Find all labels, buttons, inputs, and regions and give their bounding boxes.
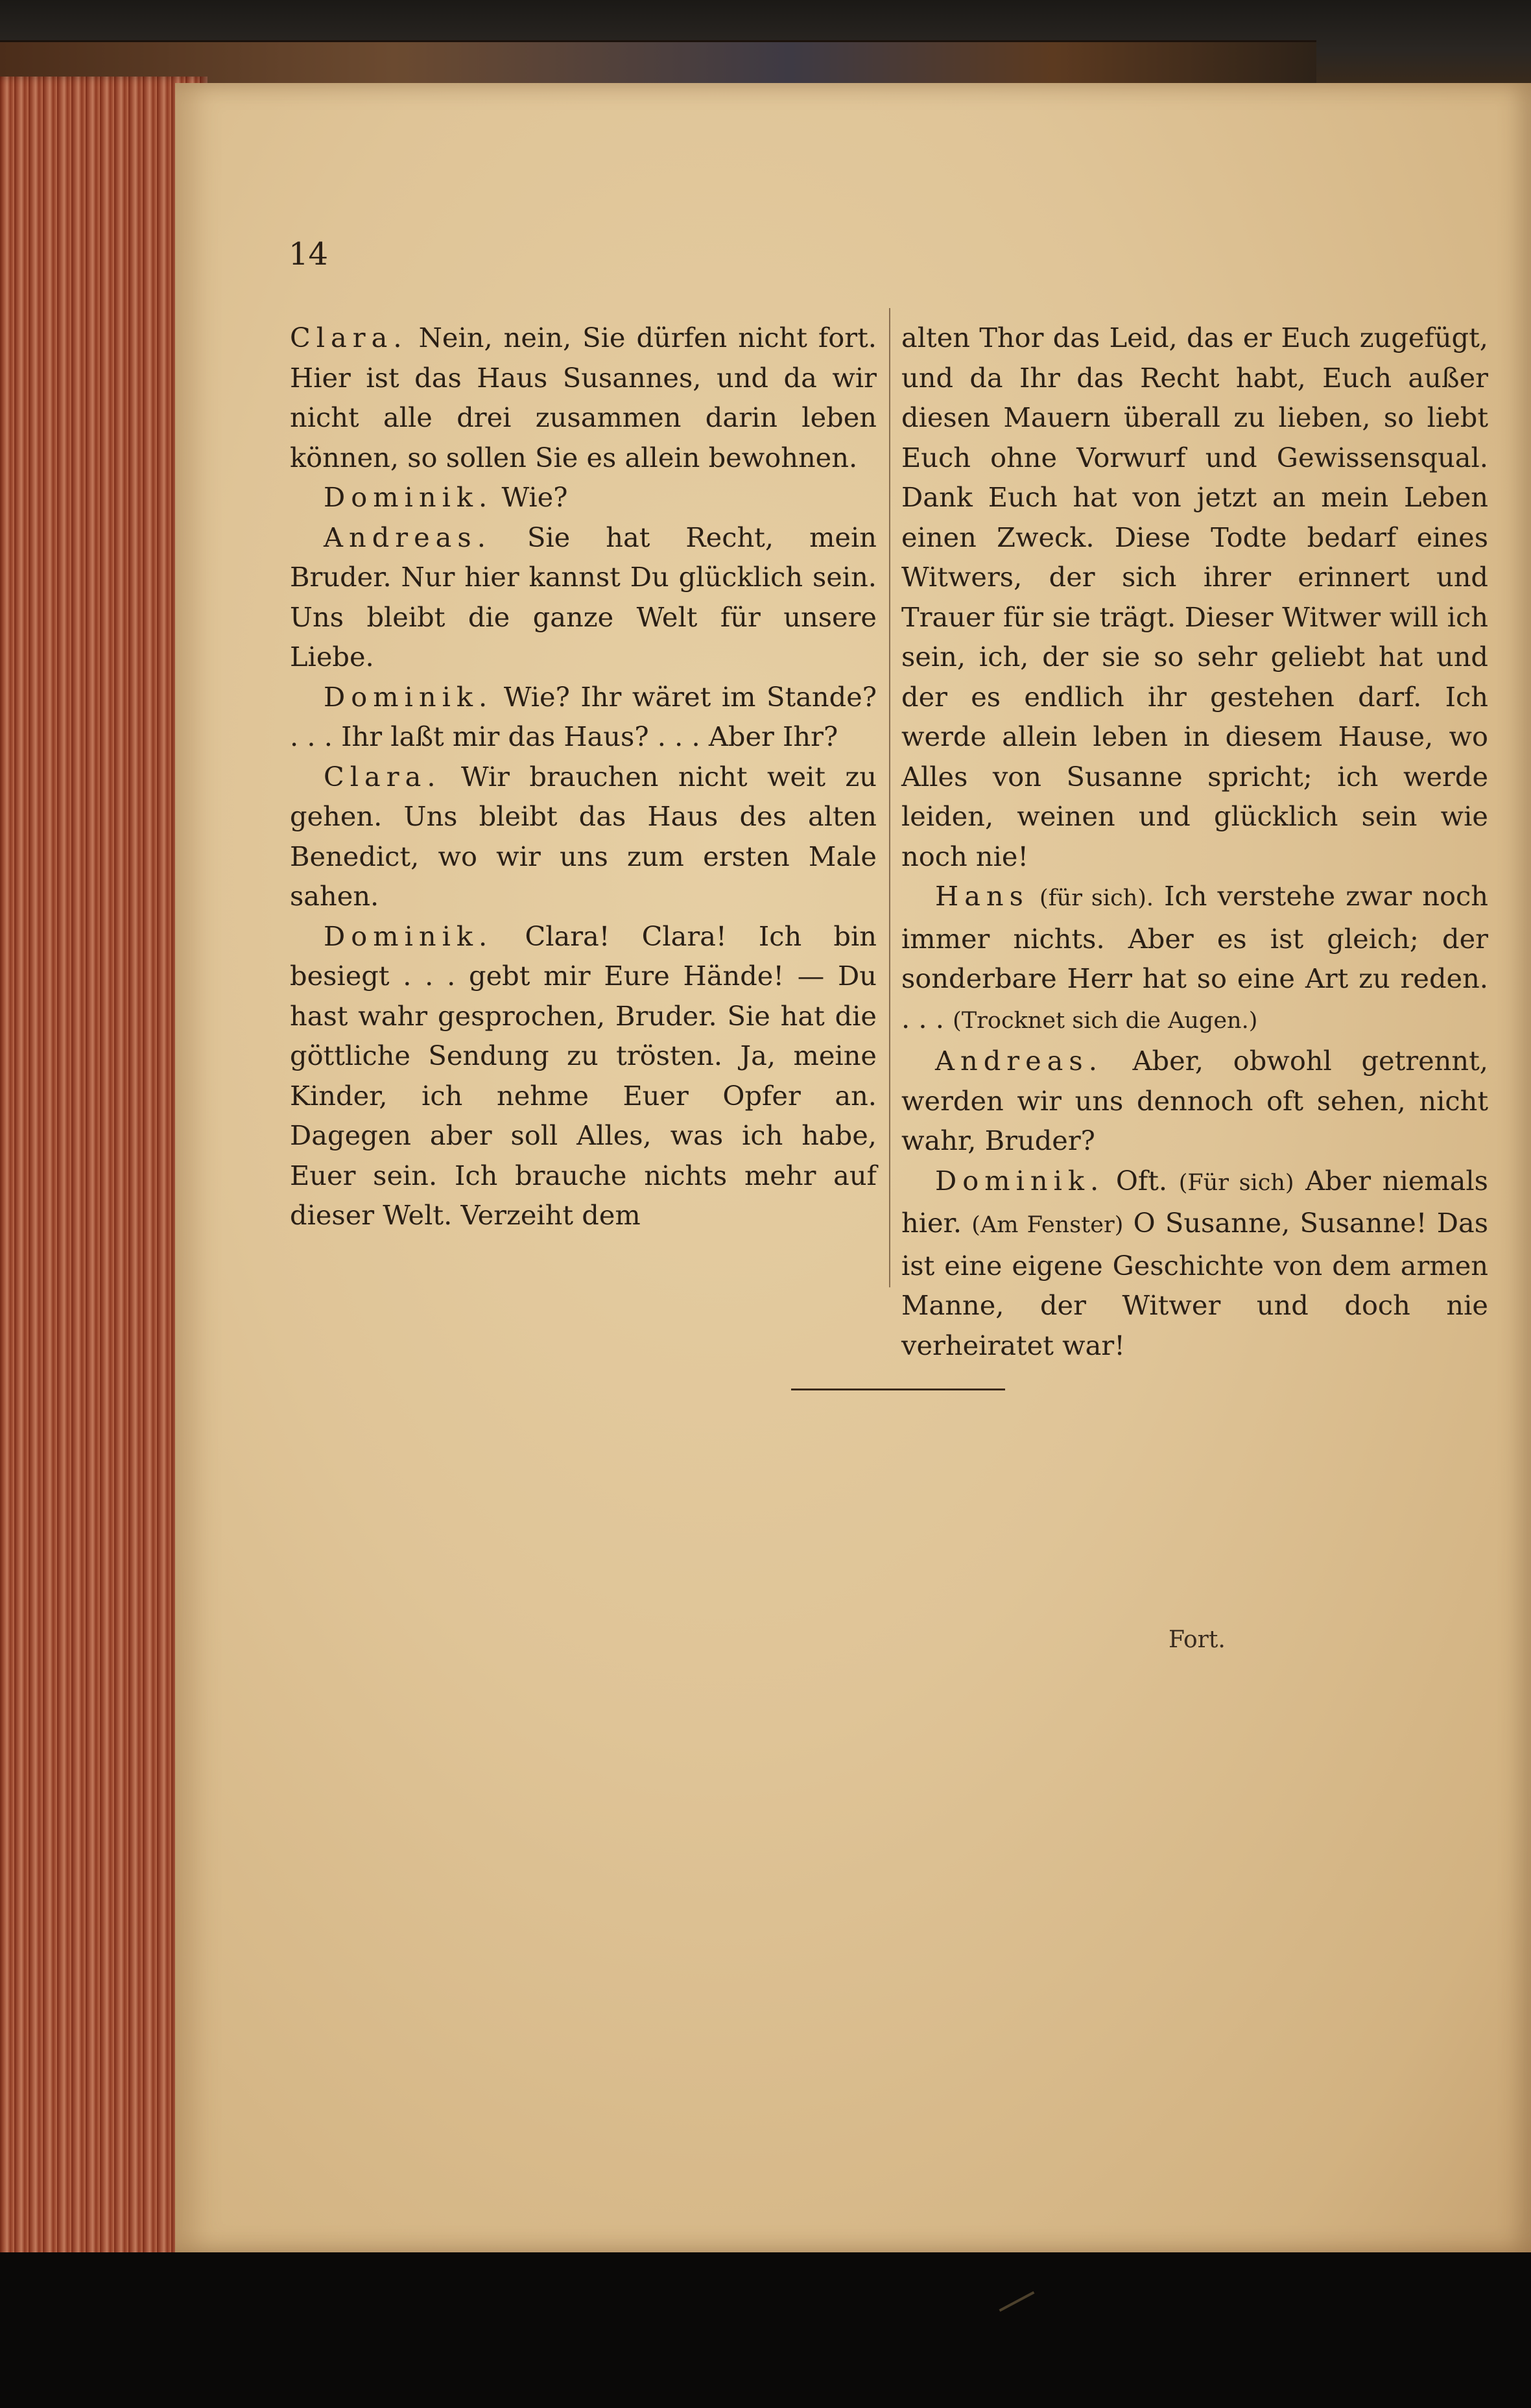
end-rule (791, 1389, 1005, 1390)
speech-text: Clara! Clara! Ich bin besiegt . . . gebt mir Eure Hände! — Du hast wahr gesprochen, Bruder. Sie hat die göttliche Sendung zu trösten. Ja, meine Kinder, ich nehme Euer Opfer an. Dagegen aber soll Alles, was ich habe, Euer sein. Ich brauche nichts mehr auf dieser Welt. Verzeiht dem (290, 920, 877, 1231)
column-divider (889, 308, 890, 1287)
page-number: 14 (289, 236, 329, 272)
speaker-name: Dominik. (324, 920, 493, 952)
speech-andreas-2 (901, 1041, 1488, 1161)
speech-text: Nein, nein, Sie dürfen nicht fort. Hier ist das Haus Susannes, und da wir nicht alle drei zusammen darin leben können, so sollen Sie es allein bewohnen. (290, 322, 877, 473)
speaker-name: Andreas. (324, 521, 492, 553)
speech-text: Wie? (501, 481, 568, 513)
speech-andreas-1 (290, 518, 877, 677)
speech-hans (901, 876, 1488, 1041)
speaker-name: Clara. (324, 760, 442, 793)
speech-dominik-1 (290, 477, 877, 518)
dark-background-bottom (0, 2252, 1531, 2408)
speech-text: Aber niemals hier. (901, 1164, 1488, 1239)
catchword: Fort. (1169, 1627, 1226, 1653)
left-column (290, 318, 877, 1235)
speech-text: O Susanne, Susanne! Das ist eine eigene Geschichte von dem armen Manne, der Witwer und doch nie verheiratet war! (901, 1207, 1489, 1361)
right-column (901, 318, 1488, 1365)
speech-dominik-4 (901, 1161, 1488, 1366)
speech-text: Wir brauchen nicht weit zu gehen. Uns bleibt das Haus des alten Benedict, wo wir uns zum ersten Male sahen. (290, 760, 877, 912)
speech-text: Oft. (1115, 1164, 1168, 1197)
speech-text: Aber, obwohl getrennt, werden wir uns dennoch oft sehen, nicht wahr, Bruder? (901, 1045, 1488, 1156)
speaker-name: Hans (935, 880, 1029, 912)
stage-direction: (Für sich) (1178, 1169, 1294, 1196)
speech-clara-2 (290, 757, 877, 916)
speaker-name: Clara. (290, 322, 408, 353)
speaker-name: Andreas. (935, 1045, 1103, 1077)
stage-direction: (Am Fenster) (971, 1212, 1124, 1238)
speaker-name: Dominik. (935, 1164, 1105, 1197)
speech-continuation: alten Thor das Leid, das er Euch zugefügt, und da Ihr das Recht habt, Euch außer diesen Mauern überall zu lieben, so liebt Euch ohne Vorwurf und Gewissensqual. Dank Euch hat von jetzt an mein Leben einen Zweck. Diese Todte bedarf eines Witwers, der sich ihrer erinnert und Trauer für sie trägt. Dieser Witwer will ich sein, ich, der sie so sehr geliebt hat und der es endlich ihr gestehen darf. Ich werde allein leben in diesem Hause, wo Alles von Susanne spricht; ich werde leiden, weinen und glücklich sein wie noch nie! (901, 322, 1488, 872)
speech-dominik-3 (290, 916, 877, 1235)
stage-direction: (Trocknet sich die Augen.) (953, 1007, 1258, 1034)
stage-direction: (für sich). (1039, 885, 1154, 911)
speech-dominik-2 (290, 677, 877, 757)
speech-text: Wie? Ihr wäret im Stande? . . . Ihr laßt mir das Haus? . . . Aber Ihr? (290, 680, 877, 752)
speech-text: Sie hat Recht, mein Bruder. Nur hier kannst Du glücklich sein. Uns bleibt die ganze Welt für unsere Liebe. (290, 521, 877, 673)
speaker-name: Dominik. (324, 481, 493, 513)
speaker-name: Dominik. (324, 680, 493, 713)
speech-text: Ich verstehe zwar noch immer nichts. Aber es ist gleich; der sonderbare Herr hat so eine Art zu reden. . . . (901, 880, 1488, 1034)
speech-clara-1 (290, 318, 877, 477)
